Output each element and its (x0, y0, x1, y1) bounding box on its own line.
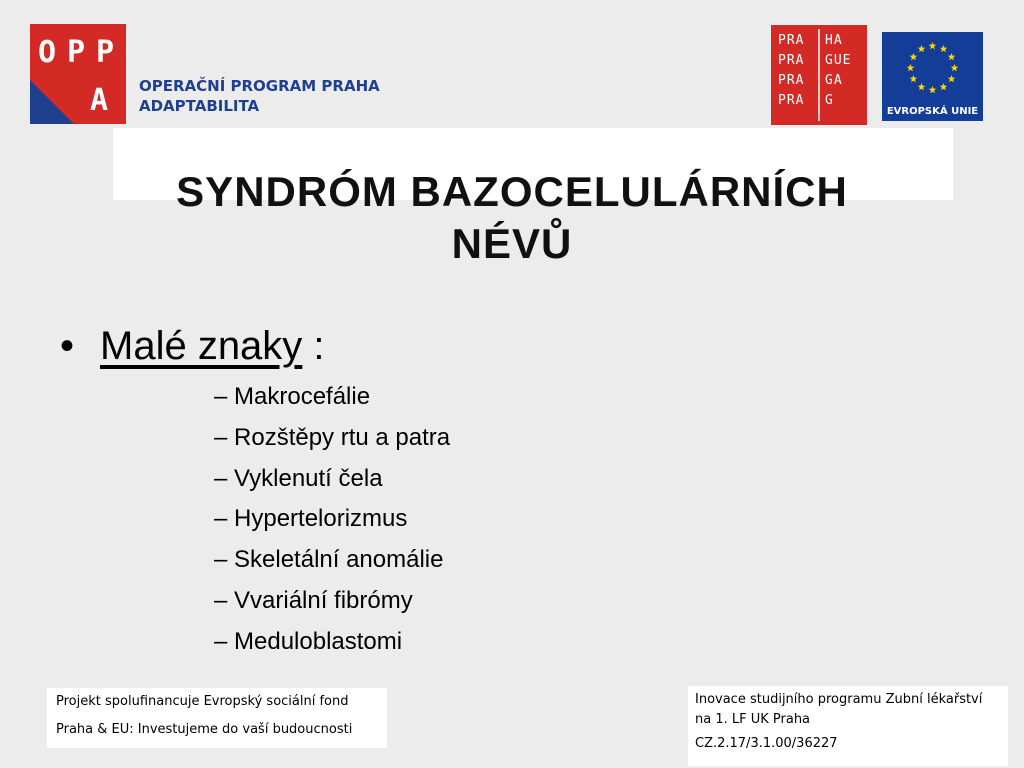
eu-star-icon (948, 75, 956, 82)
eu-flag-logo (882, 32, 983, 121)
slide-title-line2: NÉVŮ (451, 220, 573, 267)
praha-logo-text: PRA (778, 53, 805, 68)
praha-logo-text: PRA (778, 33, 805, 48)
bullet-heading-suffix: : (302, 324, 325, 368)
praha-logo (771, 25, 867, 125)
sign-list (214, 377, 450, 663)
eu-star-icon (929, 86, 937, 93)
list-item: – Vyklenutí čela (214, 464, 383, 492)
slide-title-line1: SYNDRÓM BAZOCELULÁRNÍCH (176, 168, 848, 215)
footer-left (47, 688, 387, 748)
bullet-heading-text: Malé znaky (100, 324, 303, 368)
praha-logo-text: PRA (778, 93, 805, 108)
bullet-heading (60, 322, 325, 370)
footer-right-line3: CZ.2.17/3.1.00/36227 (695, 736, 838, 751)
list-item: – Meduloblastomi (214, 627, 403, 655)
bullet-icon: • (60, 324, 75, 368)
oppa-text-line2: ADAPTABILITA (139, 97, 260, 115)
oppa-text-line1: OPERAČNÍ PROGRAM PRAHA (139, 77, 380, 95)
eu-star-icon (910, 75, 918, 82)
oppa-program-name (139, 76, 380, 116)
footer-left-line1: Projekt spolufinancuje Evropský sociální fond (56, 694, 349, 709)
eu-star-icon (948, 53, 956, 60)
oppa-logo (30, 24, 126, 124)
eu-star-icon (940, 83, 948, 90)
oppa-letter-o: O (38, 35, 57, 70)
list-item: – Skeletální anomálie (214, 546, 444, 574)
eu-star-icon (910, 53, 918, 60)
eu-stars-icon (882, 32, 983, 104)
praha-logo-right-column (825, 31, 851, 111)
list-item: – Hypertelorizmus (214, 505, 408, 533)
oppa-letter-p2: P (96, 35, 115, 70)
praha-logo-text: GUE (825, 53, 852, 68)
praha-logo-left-column (778, 31, 804, 111)
praha-logo-text: GA (825, 73, 843, 88)
eu-star-icon (918, 45, 926, 52)
list-item: – Makrocefálie (214, 383, 371, 410)
oppa-letter-p1: P (67, 35, 86, 70)
footer-right (688, 686, 1008, 766)
eu-star-icon (951, 64, 959, 71)
slide-title (60, 166, 964, 270)
praha-logo-text: HA (825, 33, 843, 48)
eu-star-icon (929, 42, 937, 49)
footer-right-line2: na 1. LF UK Praha (695, 712, 811, 727)
footer-left-line2: Praha & EU: Investujeme do vaší budoucnosti (56, 722, 353, 737)
praha-logo-text: PRA (778, 73, 805, 88)
eu-label: EVROPSKÁ UNIE (886, 106, 979, 117)
praha-logo-text: G (825, 93, 834, 108)
praha-logo-divider (818, 29, 820, 121)
footer-right-line1: Inovace studijního programu Zubní lékařství (695, 692, 983, 707)
list-item: – Vvariální fibrómy (214, 586, 413, 614)
eu-star-icon (918, 83, 926, 90)
oppa-letter-a: A (90, 83, 109, 118)
list-item: – Rozštěpy rtu a patra (214, 423, 451, 451)
eu-star-icon (907, 64, 915, 71)
eu-star-icon (940, 45, 948, 52)
